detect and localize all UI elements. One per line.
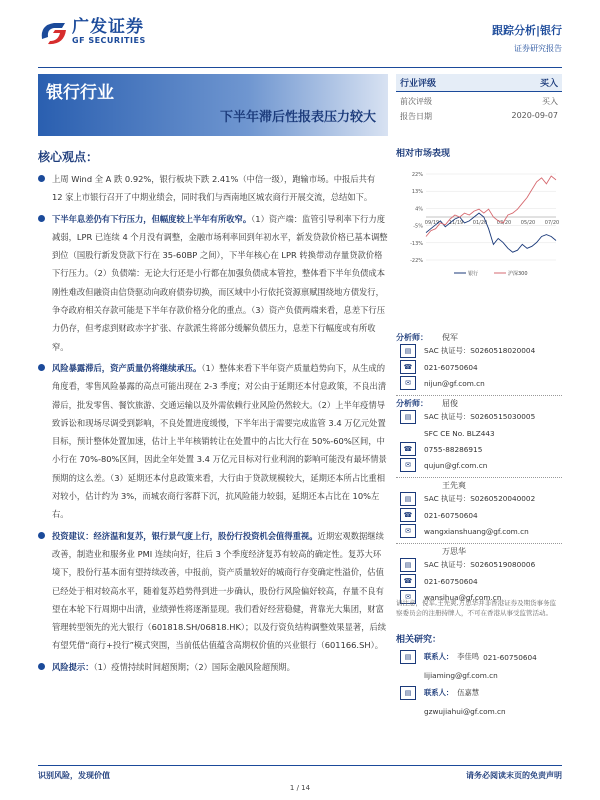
x-tick-label: 03/20 <box>496 220 512 226</box>
series-line-bank <box>426 213 556 252</box>
paragraph-text: 上周 Wind 全 A 跌 0.92%，银行板块下跌 2.41%（中信一级），跑输市场。中报后共有 12 家上市银行召开了中期业绩会，同时我们与西南地区城农商行开展交流，总结如下。 <box>52 174 376 203</box>
email-icon: ✉ <box>400 524 416 538</box>
phone-icon: ☎ <box>400 360 416 374</box>
report-kind: 证券研究报告 <box>514 44 562 53</box>
analyst-card <box>396 332 562 391</box>
analyst-label: 分析师： <box>396 333 428 342</box>
analyst-name: 王先爽 <box>442 481 466 490</box>
core-paragraph <box>36 170 388 207</box>
page-header <box>0 0 600 70</box>
analyst-license: SAC 执证号：S0260515030005 <box>424 412 536 421</box>
rating-box <box>396 74 562 122</box>
report-date-label: 报告日期 <box>400 112 432 121</box>
id-card-icon: ▤ <box>400 410 416 424</box>
analyst-phone: 0755-88286915 <box>424 444 483 454</box>
contact-name: 李佳鸣 <box>457 652 480 661</box>
bullet-icon <box>38 532 45 539</box>
id-card-icon: ▤ <box>400 492 416 506</box>
paragraph-text: （1）资产端：监管引导利率下行力度减弱，LPR 已连续 4 个月没有调整，金融市场利率回到年初水平，新发贷款价格已基本调整到位（国股行新发贷款下行在 35-60BP 之间），下半年核心在 LPR 转换带动存量贷款价格下行压力。（2）负债端：无论大行还是小行都在加强负债成本管控，整体看下半年负债成本刚性难改但融资由信贷驱动向政府债券切换，而区域中小行依托资源禀赋围绕地方债发行，争夺政府相关存款可能是下半年存款价格分化的重点。（3）资产负债两端来看，息差下行压力仍存，但考虑到财政赤字扩张、存款派生将部分缓解负债压力，息差下行幅度或有所收窄。 <box>52 213 388 352</box>
paragraph-lead: 下半年息差仍有下行压力，但幅度较上半年有所收窄。 <box>52 213 252 224</box>
analyst-license: SAC 执证号：S0260519080006 <box>424 560 536 569</box>
page-number: 1 / 14 <box>289 784 311 792</box>
bullet-icon <box>38 364 45 371</box>
relative-performance-chart <box>396 160 562 280</box>
prev-rating-value: 买入 <box>542 97 558 106</box>
analyst-sfc: SFC CE No. BLZ443 <box>424 428 495 438</box>
core-paragraph <box>36 658 388 676</box>
legend-label: 沪深300 <box>508 271 528 277</box>
id-card-icon: ▤ <box>400 558 416 572</box>
analyst-email[interactable]: nijun@gf.com.cn <box>424 378 485 388</box>
footer-slogan: 识别风险，发现价值 <box>38 771 110 780</box>
y-tick-label: -13% <box>410 240 423 247</box>
report-date-value: 2020-09-07 <box>511 111 558 120</box>
x-tick-label: 09/19 <box>424 220 440 226</box>
logo-en-text: GF SECURITIES <box>72 36 146 45</box>
contact-card-icon: ▤ <box>400 650 416 664</box>
y-tick-label: -5% <box>413 223 423 230</box>
analyst-phone: 021-60750604 <box>424 510 478 520</box>
bullet-icon <box>38 215 45 222</box>
disclaimer-note: 请注意，倪军,王先爽,万思华并非香港证券及期货事务监察委员会的注册持牌人，不可在香港从事受监管活动。 <box>396 599 557 617</box>
company-logo <box>38 18 146 45</box>
contact-label: 联系人： <box>424 652 454 661</box>
core-paragraph <box>36 359 388 524</box>
analyst-card <box>396 546 562 605</box>
analyst-phone: 021-60750604 <box>424 362 478 372</box>
email-icon: ✉ <box>400 458 416 472</box>
y-tick-label: 4% <box>415 206 423 213</box>
title-banner <box>38 74 388 136</box>
paragraph-lead: 投资建议：经济温和复苏，银行景气度上行，股份行投资机会值得重视。 <box>52 530 318 541</box>
report-type: 跟踪分析|银行 <box>491 24 562 37</box>
core-paragraph <box>36 527 388 655</box>
analyst-name: 屈俊 <box>442 399 458 408</box>
core-views-title: 核心观点： <box>38 150 99 164</box>
y-tick-label: -22% <box>410 258 423 264</box>
bullet-icon <box>38 175 45 182</box>
core-paragraph <box>36 210 388 356</box>
analyst-card <box>396 398 562 473</box>
paragraph-text: 近期宏观数据继续改善，制造业和服务业 PMI 连续向好，往后 3 个季度经济复苏有较高的确定性。复苏大环境下，股份行基本面有望持续改善，中报前，资产质量较好的城商行存变确定性溢价，估值已经处于相对较高水平，随着复苏趋势得到进一步确认，股份行风险偏好较高，存量不良有望在本轮下行周期中出清，业绩弹性将逐渐显现。我们看好经营稳健，背靠光大集团，财富管理转型领先的光大银行（601818.SH/06818.HK）；以及行资负结构调整效果显著，后续有望凭借“商行+投行”模式突围，当前低估值蕴含高期权价值的兴业银行（601166.SH）。 <box>52 530 387 651</box>
header-divider <box>38 67 562 68</box>
analyst-name: 万思华 <box>442 547 466 556</box>
email-icon: ✉ <box>400 376 416 390</box>
chart-title: 相对市场表现 <box>396 149 451 159</box>
analyst-card <box>396 480 562 539</box>
analyst-email[interactable]: wansihua@gf.com.cn <box>424 592 502 602</box>
paragraph-text: （1）疫情持续时间超预期；（2）国际金融风险超预期。 <box>93 661 295 672</box>
footer-divider <box>38 765 562 766</box>
id-card-icon: ▤ <box>400 344 416 358</box>
series-line-hs300 <box>426 176 556 237</box>
y-tick-label: 22% <box>411 172 423 178</box>
divider <box>396 543 562 544</box>
x-tick-label: 01/20 <box>472 220 488 226</box>
contact-email[interactable]: gzwujiahui@gf.com.cn <box>424 706 506 716</box>
phone-icon: ☎ <box>400 574 416 588</box>
divider <box>396 477 562 478</box>
rating-label: 行业评级 <box>400 79 437 89</box>
analyst-phone: 021-60750604 <box>424 576 478 586</box>
phone-icon: ☎ <box>400 442 416 456</box>
paragraph-lead: 风险暴露滞后，资产质量仍将继续承压。 <box>52 362 202 373</box>
analyst-email[interactable]: wangxianshuang@gf.com.cn <box>424 526 529 536</box>
rating-row <box>396 107 562 122</box>
gf-logo-icon <box>38 19 68 45</box>
divider <box>396 395 562 396</box>
contact-phone: 021-60750604 <box>483 652 537 662</box>
contact-card-icon: ▤ <box>400 686 416 700</box>
footer-disclaimer-link[interactable]: 请务必阅读末页的免责声明 <box>466 771 562 780</box>
rating-header <box>396 74 562 92</box>
phone-icon: ☎ <box>400 508 416 522</box>
x-tick-label: 07/20 <box>544 220 560 226</box>
analyst-license: SAC 执证号：S0260518020004 <box>424 346 536 355</box>
related-research-title: 相关研究： <box>396 635 442 645</box>
y-tick-label: 13% <box>411 189 423 196</box>
email-icon: ✉ <box>400 590 416 604</box>
contact-name: 伍嘉慧 <box>457 688 480 697</box>
prev-rating-label: 前次评级 <box>400 97 432 106</box>
report-headline: 下半年滞后性报表压力较大 <box>219 110 376 125</box>
paragraph-text: （1）整体来看下半年资产质量趋势向下，从生成的角度看，零售风险暴露的高点可能出现在 2-3 季度；对公由于延期还本付息政策，不良出清滞后，批发零售、餐饮旅游、交通运输以及外需依赖行业风险仍然较大。（2）上半年疫情导致诉讼和现场尽调受到影响，不良处置进度缓慢，下半年出于需要完成监管 3.4 万亿元处置目标，预计整体处置加速，估计上半年核销转让在处置中的占比大行在 50%-60%区间，中小行在 70%-80%区间，因此全年处置 3.4 万亿元目标对行业利润的影响可能没有最坏情景预期的这么差。（3）延期还本付息政策来看，大行由于贷款规模较大，延期还本所占比重相对较小，估计约为 3%，而城农商行客群下沉，抗风险能力较弱，延期还本占比在 10%左右。 <box>52 362 387 520</box>
contact-email[interactable]: lijiaming@gf.com.cn <box>424 670 498 680</box>
bullet-icon <box>38 663 45 670</box>
analyst-list <box>396 332 562 609</box>
industry-title: 银行行业 <box>46 83 114 103</box>
rating-value: 买入 <box>539 79 558 89</box>
analyst-license: SAC 执证号：S0260520040002 <box>424 494 536 503</box>
core-views <box>36 170 388 676</box>
analyst-name: 倪军 <box>442 333 458 342</box>
rating-row <box>396 92 562 107</box>
logo-cn-text: 广发证券 <box>72 17 144 37</box>
legend-label: 银行 <box>468 271 479 277</box>
contact-list <box>396 648 562 720</box>
contact-label: 联系人： <box>424 688 454 697</box>
x-tick-label: 05/20 <box>520 220 536 226</box>
paragraph-lead: 风险提示： <box>52 661 94 672</box>
analyst-email[interactable]: qujun@gf.com.cn <box>424 460 488 470</box>
x-tick-label: 11/19 <box>448 220 464 226</box>
analyst-label: 分析师： <box>396 399 428 408</box>
